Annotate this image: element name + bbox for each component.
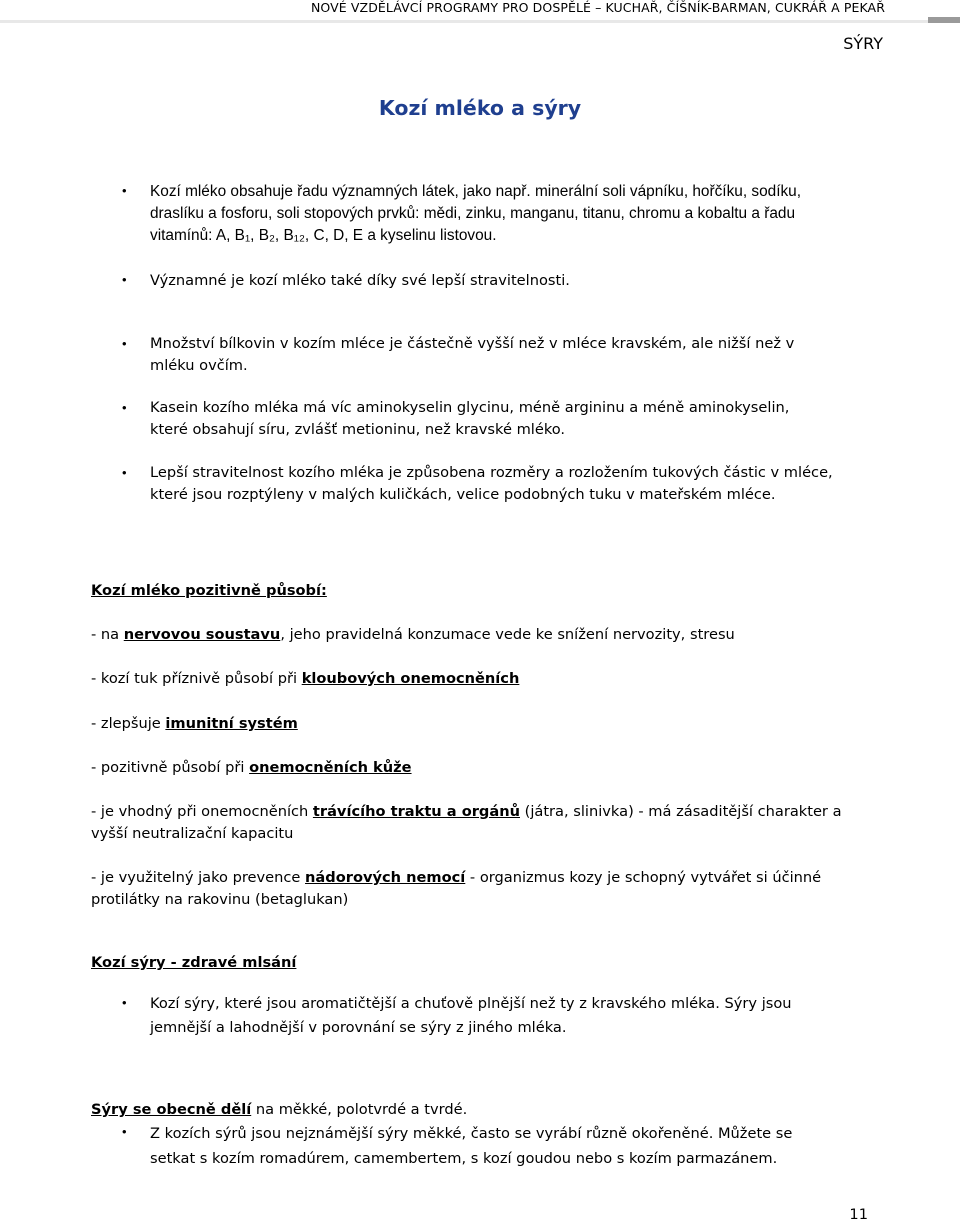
bullet-icon: • [122, 465, 127, 480]
page-number: 11 [849, 1206, 868, 1223]
list-item: Kozí sýry, které jsou aromatičtější a chuťově plnější než ty z kravského mléka. Sýry jsou jemnější a lahodnější v porovnání se sýry z jiného mléka. [150, 995, 792, 1036]
list-item: Významné je kozí mléko také díky své lepší stravitelnosti. [150, 272, 570, 289]
bullet-icon: • [122, 400, 127, 415]
section-label: SÝRY [843, 34, 883, 53]
list-item: Z kozích sýrů jsou nejznámější sýry měkké, často se vyrábí různě okořeněné. Můžete se setkat s kozím romadúrem, camembertem, s kozí goudou nebo s kozím parmazánem. [150, 1125, 793, 1167]
list-item: Kasein kozího mléka má víc aminokyselin glycinu, méně argininu a méně aminokyselin, které obsahují síru, zvlášť metioninu, než kravské mléko. [150, 399, 790, 438]
header-rule-accent [928, 17, 960, 23]
bullet-icon: • [122, 1124, 127, 1139]
page-title: Kozí mléko a sýry [378, 96, 582, 120]
positive-item: - kozí tuk příznivě působí při kloubových onemocněních [91, 670, 520, 687]
positive-heading: Kozí mléko pozitivně působí: [91, 582, 327, 599]
bullet-icon: • [122, 336, 127, 351]
positive-item: - je využitelný jako prevence nádorových nemocí - organizmus kozy je schopný vytvářet si účinné protilátky na rakovinu (betaglukan) [91, 869, 822, 908]
list-item: Kozí mléko obsahuje řadu významných látek, jako např. minerální soli vápníku, hořčíku, sodíku, draslíku a fosforu, soli stopových prvků: mědi, zinku, manganu, titanu, chromu a kobaltu a řadu vitamínů: A, B₁, B₂, B₁₂, C, D, E a kyselinu listovou. [150, 183, 802, 244]
bullet-icon: • [122, 995, 127, 1010]
bullet-icon: • [122, 183, 127, 198]
division-sentence: Sýry se obecně dělí na měkké, polotvrdé a tvrdé. [91, 1101, 468, 1118]
program-header: NOVÉ VZDĚLÁVCÍ PROGRAMY PRO DOSPĚLÉ – KUCHAŘ, ČÍŠNÍK-BARMAN, CUKRÁŘ A PEKAŘ [310, 0, 885, 15]
header-rule [0, 20, 960, 23]
list-item: Lepší stravitelnost kozího mléka je způsobena rozměry a rozložením tukových částic v mléce, které jsou rozptýleny v malých kuličkách, velice podobných tuku v mateřském mléce. [150, 464, 833, 503]
positive-item: - je vhodný při onemocněních trávícího traktu a orgánů (játra, slinivka) - má zásaditější charakter a vyšší neutralizační kapacitu [91, 803, 842, 842]
positive-item: - na nervovou soustavu, jeho pravidelná konzumace vede ke snížení nervozity, stresu [91, 626, 735, 643]
goat-cheese-heading: Kozí sýry - zdravé mlsání [91, 954, 297, 971]
positive-item: - pozitivně působí při onemocněních kůže [91, 759, 412, 776]
positive-item: - zlepšuje imunitní systém [91, 715, 298, 732]
bullet-icon: • [122, 272, 127, 287]
list-item: Množství bílkovin v kozím mléce je částečně vyšší než v mléce kravském, ale nižší než v mléku ovčím. [150, 335, 795, 374]
